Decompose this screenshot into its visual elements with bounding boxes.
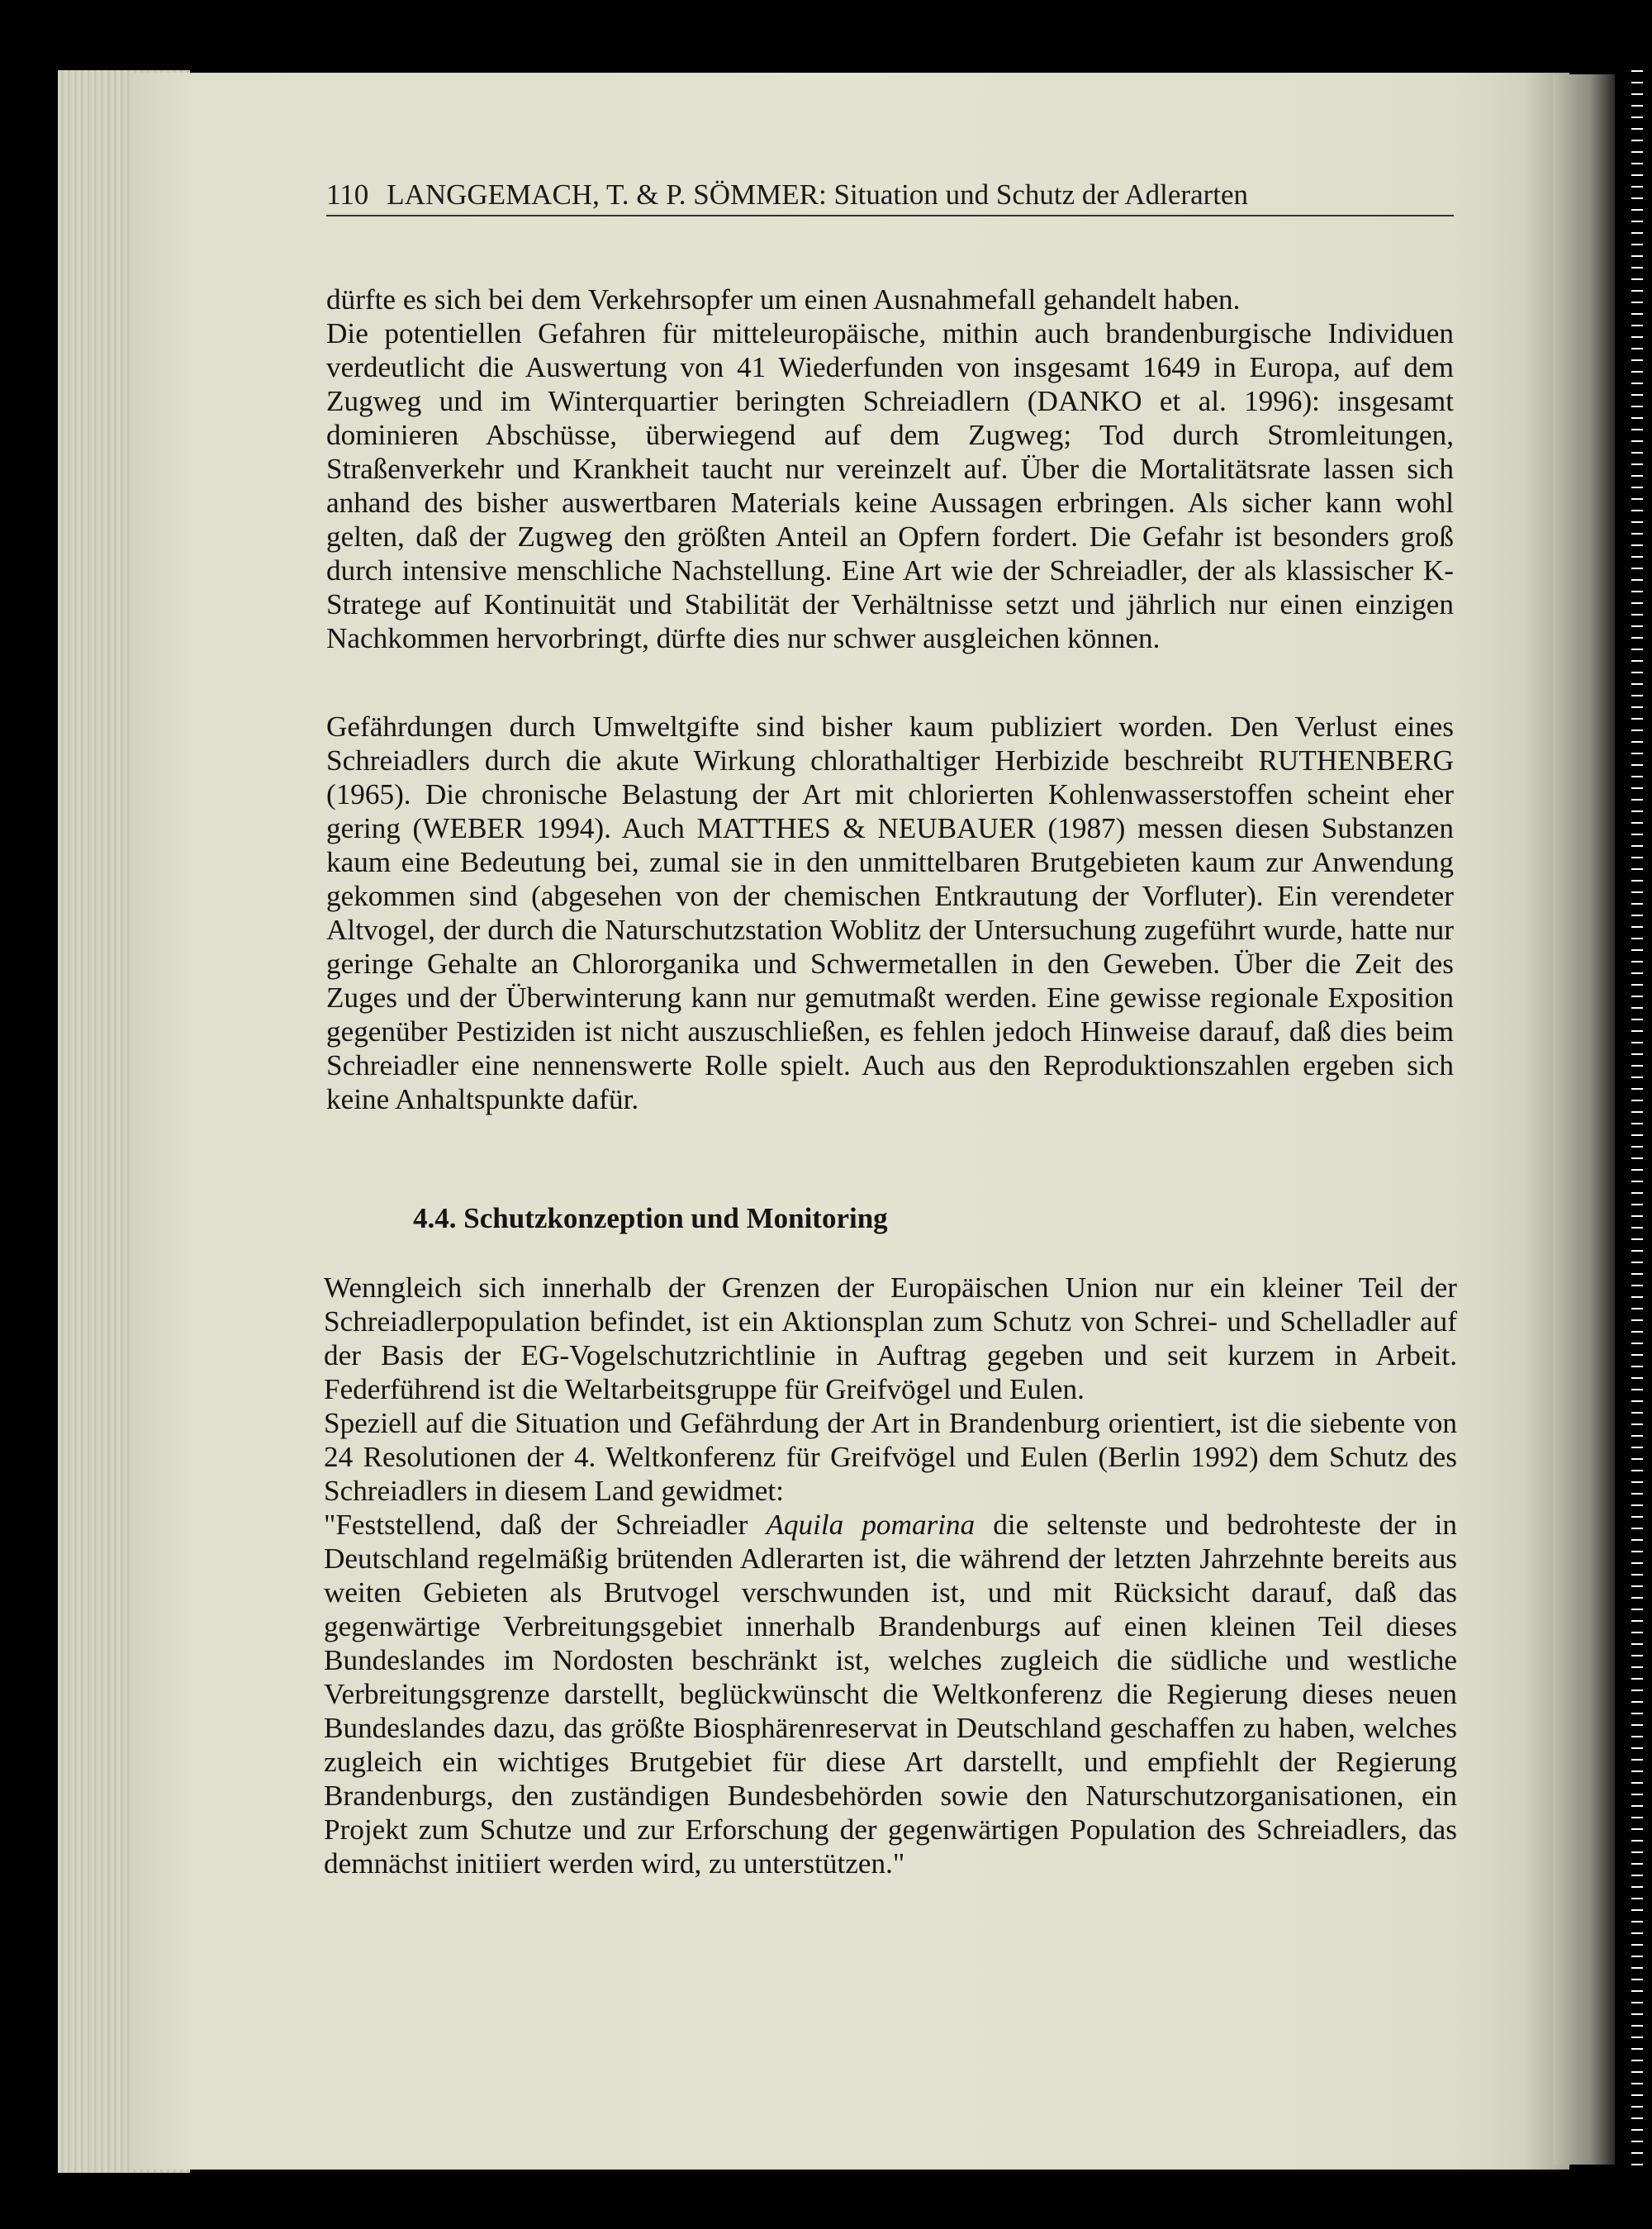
paragraph: Wenngleich sich innerhalb der Grenzen der Europäischen Union nur ein kleiner Teil der Schreiadlerpopulation befindet, ist ein Aktionsplan zum Schutz von Schrei- und Schelladler auf der Basis der EG-Vogelschutzrichtlinie in Auftrag gegeben und seit kurzem in Arbeit. Federführend ist die Weltarbeitsgruppe für Greifvögel und Eulen.	[324, 1271, 1457, 1405]
quote-text-start: "Feststellend, daß der Schreiadler	[324, 1509, 767, 1541]
quote-text-end: die seltenste und bedrohteste der in Deutschland regelmäßig brütenden Adlerarten ist, die während der letzten Jahrzehnte bereits aus weiten Gebieten als Brutvogel verschwunden ist, und mit Rücksicht darauf, daß das gegenwärtige Verbreitungsgebiet innerhalb Brandenburgs auf einen kleinen Teil dieses Bundeslandes im Nordosten beschränkt ist, welches zugleich die südliche und westliche Verbreitungsgrenze darstellt, beglückwünscht die Weltkonferenz die Regierung dieses neuen Bundeslandes dazu, das größte Biosphärenreservat in Deutschland geschaffen zu haben, welches zugleich ein wichtiges Brutgebiet für diese Art darstellt, und empfiehlt der Regierung Brandenburgs, den zuständigen Bundesbehörden sowie den Naturschutzorganisationen, ein Projekt zum Schutze und zur Erforschung der gegenwärtigen Population des Schreiadlers, das demnächst initiiert werden wird, zu unterstützen."	[324, 1509, 1457, 1880]
species-name: Aquila pomarina	[766, 1509, 976, 1541]
paragraph: dürfte es sich bei dem Verkehrsopfer um einen Ausnahmefall gehandelt haben.	[326, 283, 1241, 316]
page-number: 110	[326, 178, 369, 211]
paragraph: Die potentiellen Gefahren für mitteleuropäische, mithin auch brandenburgische Individuen verdeutlicht die Auswertung von 41 Wiederfunden von insgesamt 1649 in Europa, auf dem Zugweg und im Winterquartier beringten Schreiadlern (DANKO et al. 1996): insgesamt dominieren Abschüsse, überwiegend auf dem Zugweg; Tod durch Stromleitungen, Straßenverkehr und Krankheit taucht nur vereinzelt auf. Über die Mortalitätsrate lassen sich anhand des bisher auswertbaren Materials keine Aussagen erbringen. Als sicher kann wohl gelten, daß der Zugweg den größten Anteil an Opfern fordert. Die Gefahr ist besonders groß durch intensive menschliche Nachstellung. Eine Art wie der Schreiadler, der als klassischer K-Stratege auf Kontinuität und Stabilität der Verhältnisse setzt und jährlich nur einen einzigen Nachkommen hervorbringt, dürfte dies nur schwer ausgleichen können.	[326, 317, 1454, 654]
paragraph: Gefährdungen durch Umweltgifte sind bisher kaum publiziert worden. Den Verlust eines Schreiadlers durch die akute Wirkung chlorathaltiger Herbizide beschreibt RUTHENBERG (1965). Die chronische Belastung der Art mit chlorierten Kohlenwasserstoffen scheint eher gering (WEBER 1994). Auch MATTHES & NEUBAUER (1987) messen diesen Substanzen kaum eine Bedeutung bei, zumal sie in den unmittelbaren Brutgebieten kaum zur Anwendung gekommen sind (abgesehen von der chemischen Entkrautung der Vorfluter). Ein verendeter Altvogel, der durch die Naturschutzstation Woblitz der Untersuchung zugeführt wurde, hatte nur geringe Gehalte an Chlororganika und Schwermetallen in den Geweben. Über die Zeit des Zuges und der Überwinterung kann nur gemutmaßt werden. Eine gewisse regionale Exposition gegenüber Pestiziden ist nicht auszuschließen, es fehlen jedoch Hinweise darauf, daß dies beim Schreiadler eine nennenswerte Rolle spielt. Auch aus den Reproduktionszahlen ergeben sich keine Anhaltspunkte dafür.	[326, 711, 1454, 1115]
paragraph: Speziell auf die Situation und Gefährdung der Art in Brandenburg orientiert, ist die siebente von 24 Resolutionen der 4. Weltkonferenz für Greifvögel und Eulen (Berlin 1992) dem Schutz des Schreiadlers in diesem Land gewidmet:	[324, 1407, 1457, 1507]
facing-page-edge	[1553, 74, 1615, 2165]
running-title: LANGGEMACH, T. & P. SÖMMER: Situation und Schutz der Adlerarten	[387, 178, 1249, 211]
text-block-toxins	[326, 710, 1454, 1116]
resolution-quote	[324, 1508, 1457, 1880]
text-block-mortality	[326, 283, 1454, 655]
scan-ruler	[1631, 70, 1643, 2173]
section-heading: 4.4. Schutzkonzeption und Monitoring	[413, 1202, 888, 1234]
running-header	[326, 178, 1454, 216]
text-block-protection	[324, 1271, 1457, 1880]
